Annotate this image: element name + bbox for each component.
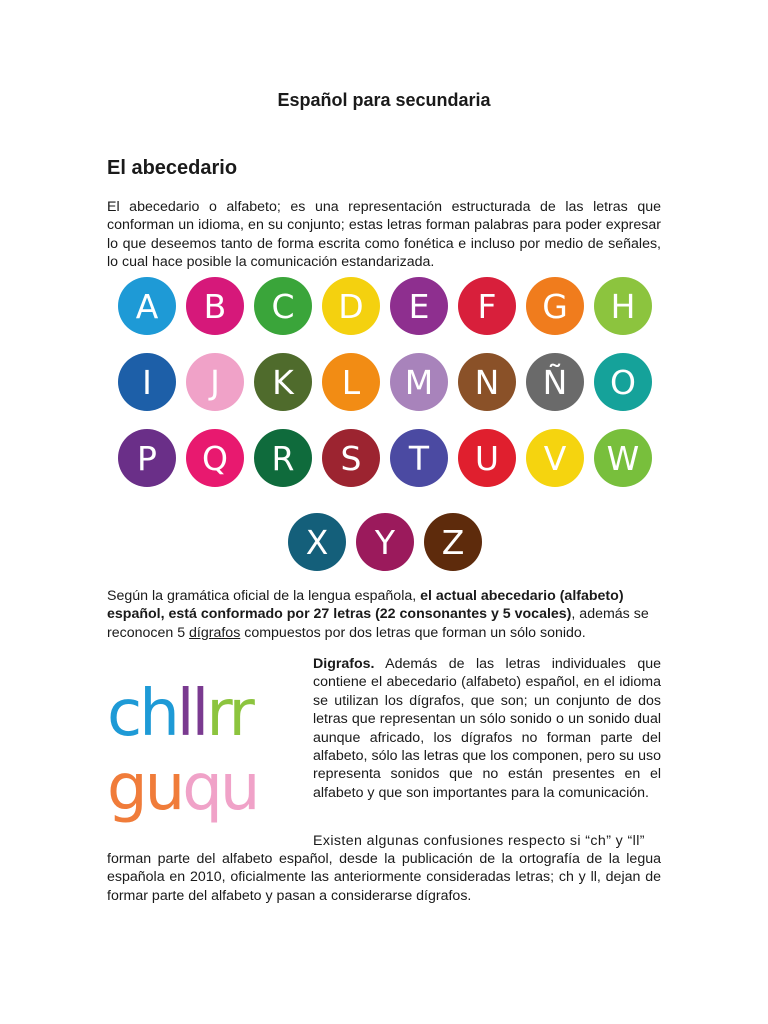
letter-circle-Q: Q	[186, 429, 244, 487]
letter-circle-E: E	[390, 277, 448, 335]
grammar-text-mid: , además se reconocen 5	[107, 606, 649, 641]
letter-circle-H: H	[594, 277, 652, 335]
confusion-paragraph: forman parte del alfabeto español, desde la publicación de la ortografía de la legua española en 2010, oficialmente las anteriormente consideradas letras; ch y ll, dejan de formar parte del alfabeto y pasan a considerarse dígrafos.	[107, 851, 661, 904]
digraph-row-1	[107, 677, 252, 751]
letter-circle-J: J	[186, 353, 244, 411]
letter-circle-U: U	[458, 429, 516, 487]
letter-circle-N: N	[458, 353, 516, 411]
letter-circle-X: X	[288, 513, 346, 571]
grammar-paragraph	[107, 587, 661, 642]
letter-circle-W: W	[594, 429, 652, 487]
letter-circle-I: I	[118, 353, 176, 411]
grammar-text-pre: Según la gramática oficial de la lengua española,	[107, 588, 421, 604]
letter-circle-T: T	[390, 429, 448, 487]
letter-circle-Y: Y	[356, 513, 414, 571]
letter-circle-V: V	[526, 429, 584, 487]
letter-circle-C: C	[254, 277, 312, 335]
section-heading: El abecedario	[107, 157, 238, 179]
grammar-text-post: compuestos por dos letras que forman un sólo sonido.	[240, 624, 586, 641]
digraph-gu: gu	[107, 751, 183, 825]
intro-paragraph: El abecedario o alfabeto; es una representación estructurada de las letras que conforman un idioma, en su conjunto; estas letras forman palabras para poder expresar lo que deseemos tanto de forma escrita como fonética e incluso por medio de señales, lo cual hace posible la comunicación estandarizada.	[107, 199, 661, 271]
letter-circle-F: F	[458, 277, 516, 335]
digraph-ch: ch	[107, 677, 177, 751]
letter-circle-D: D	[322, 277, 380, 335]
digraph-text: Además de las letras individuales que contiene el abecedario (alfabeto) español, en el idioma se utilizan los dígrafos, que son; un conjunto de dos letras que representan un sólo sonido o un sonido dual aunque africado, los dígrafos no forman parte del alfabeto, sólo las letras que los componen, pero su uso representa sonidos que no están presentes en el alfabeto y que son importantes para la comunicación.	[313, 656, 661, 801]
letter-circle-O: O	[594, 353, 652, 411]
grammar-bold-statement: el actual abecedario (alfabeto) español, está conformado por 27 letras (22 consonantes y 5 vocales)	[107, 588, 624, 623]
digraph-heading: Digrafos.	[313, 656, 375, 672]
digraph-row-2	[107, 751, 258, 825]
letter-circle-P: P	[118, 429, 176, 487]
letter-circle-R: R	[254, 429, 312, 487]
digraphs-illustration	[107, 672, 303, 832]
digraph-qu: qu	[182, 751, 258, 825]
letter-circle-A: A	[118, 277, 176, 335]
letter-circle-M: M	[390, 353, 448, 411]
digraph-rr: rr	[206, 677, 252, 751]
letter-circle-K: K	[254, 353, 312, 411]
letter-circle-Ñ: Ñ	[526, 353, 584, 411]
digraph-paragraph	[313, 655, 661, 802]
letter-circle-G: G	[526, 277, 584, 335]
page-title: Español para secundaria	[277, 90, 491, 110]
digraph-ll: ll	[176, 677, 207, 751]
letter-circle-L: L	[322, 353, 380, 411]
digrafos-link: dígrafos	[189, 624, 241, 641]
letter-circle-S: S	[322, 429, 380, 487]
letter-circle-Z: Z	[424, 513, 482, 571]
letter-circle-B: B	[186, 277, 244, 335]
confusion-first-line: Existen algunas confusiones respecto si “ch” y “ll”	[313, 833, 645, 849]
